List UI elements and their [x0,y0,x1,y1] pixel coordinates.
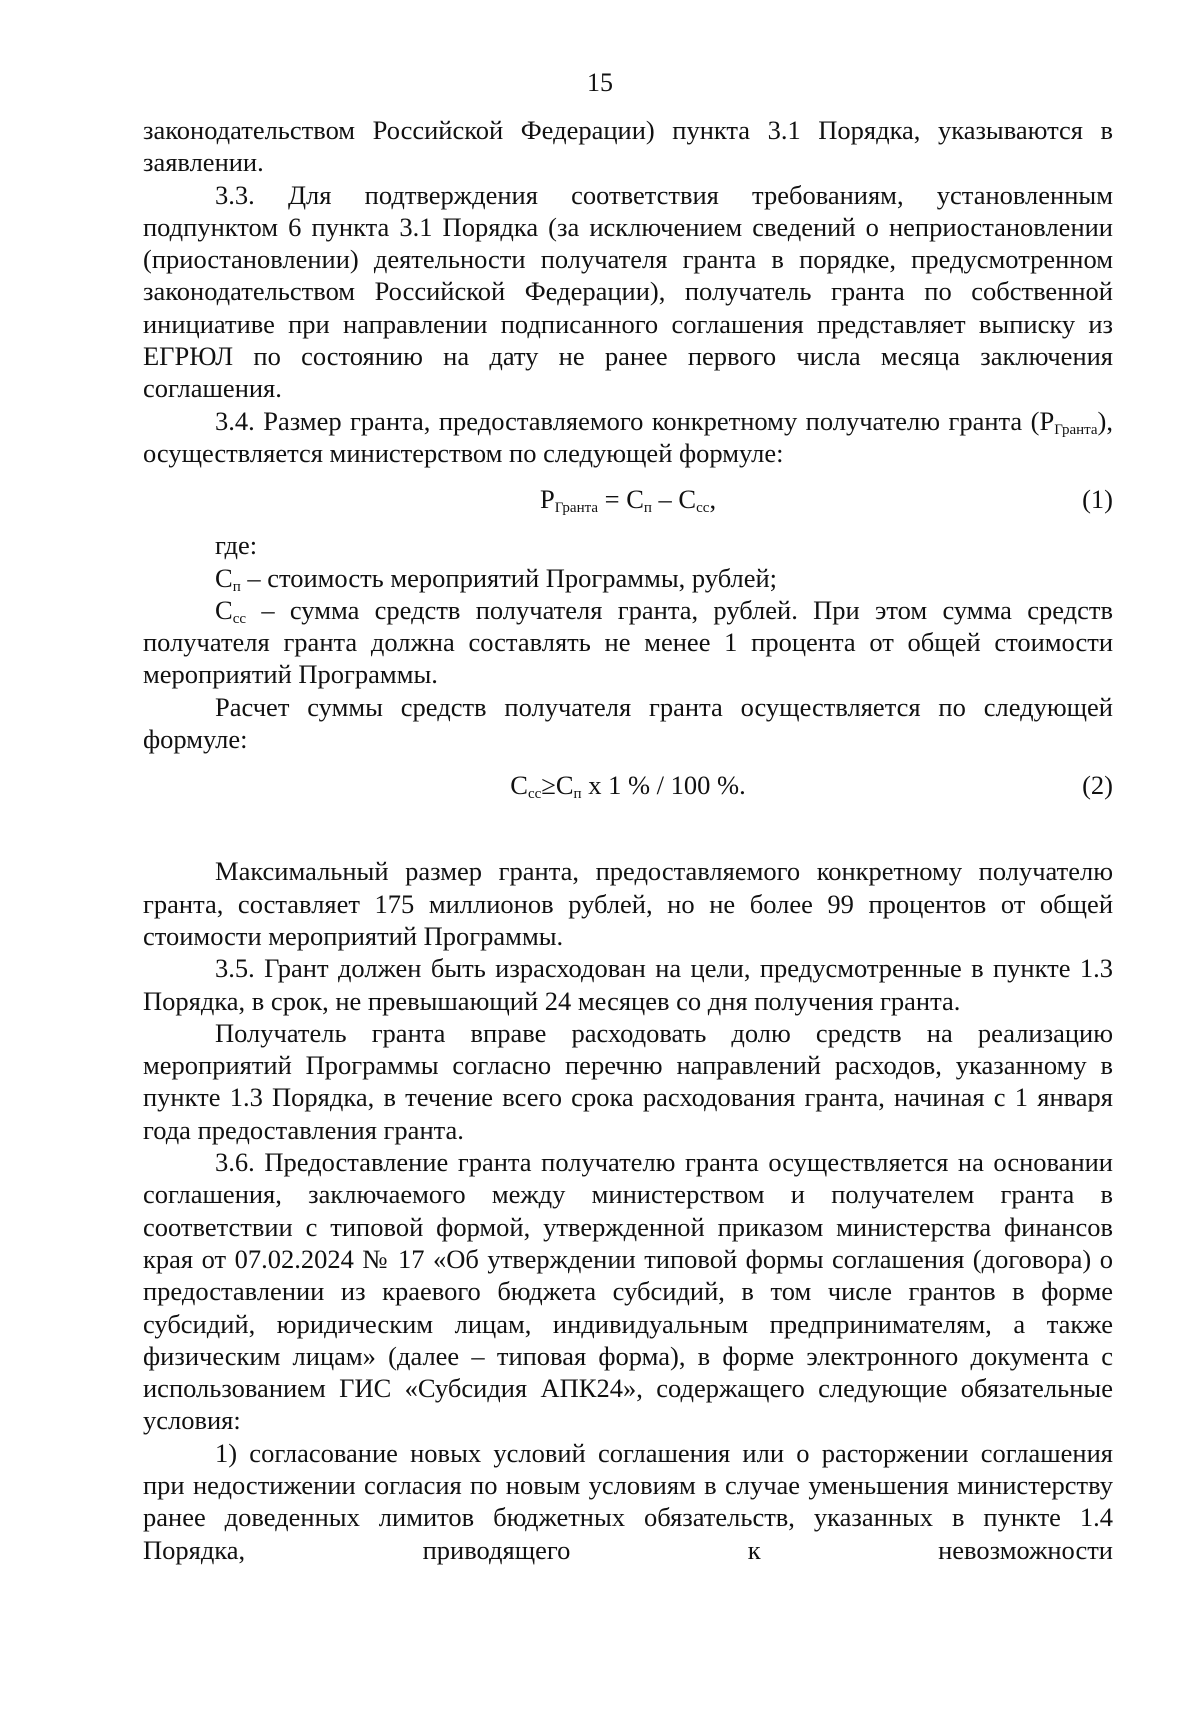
spacer [143,815,1113,855]
paragraph-3-5: 3.5. Грант должен быть израсходован на цели, предусмотренные в пункте 1.3 Порядка, в срок, не превышающий 24 месяцев со дня получения гранта. [143,953,1113,1016]
formula-2-number: (2) [1082,770,1113,801]
formula-1 [143,477,1113,525]
definition-ccc: $С_{сс}$ – сумма средств получателя гранта, рублей. При этом сумма средств получателя гранта должна составлять не менее 1 процента от общей стоимости мероприятий Программы. [143,594,1113,690]
paragraph-3-6: 3.6. Предоставление гранта получателю гранта осуществляется на основании соглашения, заключаемого между министерством и получателем гранта в соответствии с типовой формой, утвержденной приказом министерства финансов края от 07.02.2024 № 17 «Об утверждении типовой формы соглашения (договора) о предоставлении из краевого бюджета субсидий, в том числе грантов в форме субсидий, юридическим лицам, индивидуальным предпринимателям, а также физическим лицам» (далее – типовая форма), в форме электронного документа с использованием ГИС «Субсидия АПК24», содержащего следующие обязательные условия: [143,1147,1113,1436]
paragraph-3-4-text-end: ), осуществляется министерством по следующей формуле: [143,405,1113,468]
calc-intro: Расчет суммы средств получателя гранта осуществляется по следующей формуле: [143,691,1113,755]
paragraph-spending: Получатель гранта вправе расходовать долю средств на реализацию мероприятий Программы согласно перечню направлений расходов, указанному в пункте 1.3 Порядка, в течение всего срока расходования гранта, начиная с 1 января года предоставления гранта. [143,1017,1113,1145]
symbol-p-grant: $Р_{Гранта}$ [1039,405,1098,438]
formula-1-number: (1) [1082,484,1113,515]
definition-cp: $С_п$ – стоимость мероприятий Программы, рублей; [215,562,778,595]
formula-1-expression: $Р_{Гранта} = С_п - С_{сс}$, [539,484,717,517]
document-body [143,114,1113,1566]
formula-2-expression: $С_{сс}\ge С_п$ x 1 % / 100 %. [510,770,746,803]
where-label: где: [215,530,258,561]
paragraph-3-3: 3.3. Для подтверждения соответствия требованиям, установленным подпунктом 6 пункта 3.1 Порядка (за исключением сведений о неприостановлении (приостановлении) деятельности получателя гранта в порядке, предусмотренном законодательством Российской Федерации), получатель гранта по собственной инициативе при направлении подписанного соглашения представляет выписку из ЕГРЮЛ по состоянию на дату не ранее первого числа месяца заключения соглашения. [143,179,1113,404]
page-number: 15 [587,68,613,97]
paragraph-continuation: законодательством Российской Федерации) пункта 3.1 Порядка, указываются в заявлении. [143,115,1113,178]
formula-2 [143,763,1113,811]
paragraph-3-4-text-start: 3.4. Размер гранта, предоставляемого конкретному получателю гранта ( [215,405,1040,436]
paragraph-max-grant: Максимальный размер гранта, предоставляемого конкретному получателю гранта, составляет 175 миллионов рублей, но не более 99 процентов от общей стоимости мероприятий Программы. [143,856,1113,951]
list-item-1: 1) согласование новых условий соглашения или о расторжении соглашения при недостижении согласия по новым условиям в случае уменьшения министерству ранее доведенных лимитов бюджетных обязательств, указанных в пункте 1.4 Порядка, приводящего к невозможности [143,1437,1113,1565]
paragraph-3-4 [143,405,1113,470]
